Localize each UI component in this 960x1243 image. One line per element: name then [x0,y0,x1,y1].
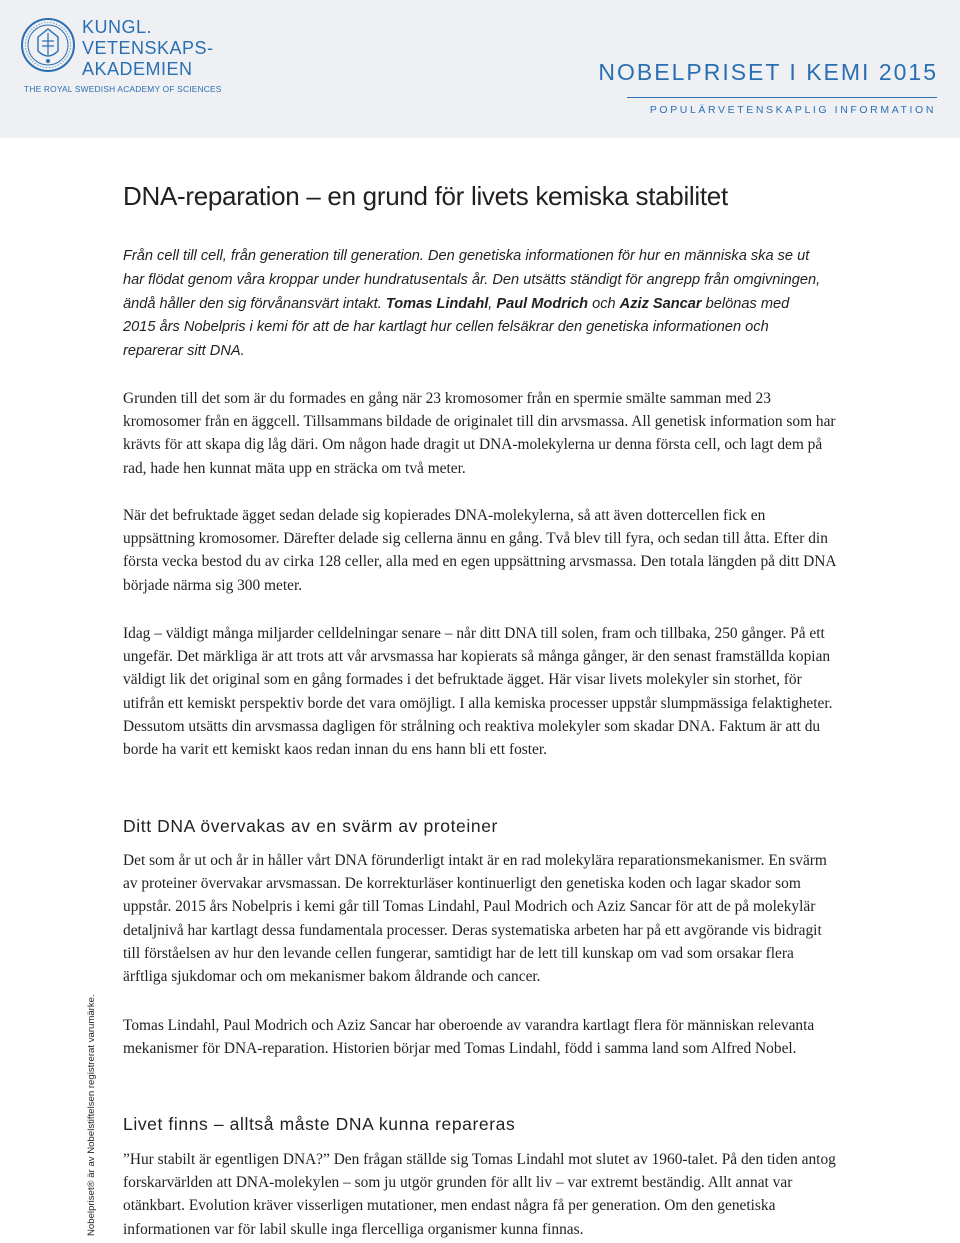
logo-text-line-2: VETENSKAPS- [82,38,214,58]
body-paragraph-2: När det befruktade ägget sedan delade sig kopierades DNA-molekylerna, så att även dottercellen fick en uppsättning kromosomer. Därefter delade sig cellerna ännu en gång. Två blev till fyra, och sedan till åtta. Efter din första vecka bestod du av cirka 128 celler, alla med en egen uppsättning arvsmassa. Den totala längden på ditt DNA började närma sig 300 meter. [123,507,836,594]
section2-paragraph-1: ”Hur stabilt är egentligen DNA?” Den frågan ställde sig Tomas Lindahl mot slutet av 1960-talet. På den tiden antog forskarvärlden att DNA-molekylen – som ju utgör grunden för allt liv – var extremt beständig. Allt annat var otänkbart. Evolution kräver visserligen mutationer, men endast några få per generation. Om den genetiska informationen var för labil skulle inga flercelliga organismer kunna finnas. [123,1151,836,1238]
intro-separator: och [588,295,620,312]
logo-text-line-3: AKADEMIEN [82,59,193,79]
header-divider [627,97,937,98]
prize-subtitle: POPULÄRVETENSKAPLIG INFORMATION [649,104,936,116]
laureate-sancar: Aziz Sancar [619,295,702,312]
intro-tail: belönas med 2015 års Nobelpris i kemi för att de har kartlagt hur cellen felsäkrar den genetiska informationen och reparerar sitt DNA. [123,295,790,360]
prize-title: NOBELPRISET I KEMI 2015 [598,59,938,85]
academy-logo [20,15,220,95]
laureate-modrich: Paul Modrich [496,295,589,312]
intro-separator: , [488,295,497,312]
academy-seal-icon [20,15,76,77]
intro-paragraph [123,245,823,364]
laureate-lindahl: Tomas Lindahl [385,295,489,312]
section1-paragraph-1: Det som år ut och år in håller vårt DNA förunderligt intakt är en rad molekylära reparationsmekanismer. En svärm av proteiner övervakar arvsmassan. De korrekturläser kontinuerligt den genetiska koden och lagar skador som uppstår. 2015 års Nobelpris i kemi går till Tomas Lindahl, Paul Modrich och Aziz Sancar för att de på molekylär detaljnivå har kartlagt dessa fundamentala processer. Deras systematiska arbeten har på ett avgörande vis bidragit till förståelsen av hur den levande cellen fungerar, samtidigt har de lett till kunskap om vad som orsakar flera ärftliga sjukdomar och om mekanismer bakom åldrande och cancer. [123,852,827,986]
body-paragraph-1: Grunden till det som är du formades en gång när 23 kromosomer från en spermie smälte samman med 23 kromosomer från en äggcell. Tillsammans bildade de originalet till din arvsmassa. All genetisk information som har krävts för att skapa dig låg däri. Om någon hade dragit ut DNA-molekylerna ur denna första cell, och lagt dem på rad, hade hen kunnat mäta upp en sträcka om två meter. [123,390,836,477]
section-heading-2: Livet finns – alltså måste DNA kunna repareras [123,1114,516,1134]
section1-paragraph-2: Tomas Lindahl, Paul Modrich och Aziz Sancar har oberoende av varandra kartlagt flera för människan relevanta mekanismer för DNA-reparation. Historien börjar med Tomas Lindahl, född i samma land som Alfred Nobel. [123,1017,815,1058]
intro-lead: Från cell till cell, från generation till generation. Den genetiska informationen för hur en människa ska se ut har flödat genom våra kroppar under hundratusentals år. Den utsätts ständigt för angrepp från omgivningen, ändå håller den sig förvånansvärt intakt. [123,248,821,312]
logo-subtitle: THE ROYAL SWEDISH ACADEMY OF SCIENCES [24,84,222,94]
section-heading-1: Ditt DNA övervakas av en svärm av proteiner [123,816,498,836]
article-title: DNA-reparation – en grund för livets kemiska stabilitet [123,181,728,211]
logo-text-line-1: KUNGL. [82,17,153,37]
trademark-note: Nobelpriset® är av Nobelstiftelsen registrerat varumärke. [86,994,97,1236]
body-paragraph-3: Idag – väldigt många miljarder celldelningar senare – når ditt DNA till solen, fram och tillbaka, 250 gånger. På ett ungefär. Det märkliga är att trots att vår arvsmassa har kopierats så många gånger, är den senast framställda kopian väldigt lik det original som en gång formades i det befruktade ägget. Här visar livets molekyler sin storhet, för utifrån ett kemiskt perspektiv borde det vara omöjligt. I alla kemiska processer uppstår slumpmässiga felaktigheter. Dessutom utsätts din arvsmassa dagligen för strålning och reaktiva molekyler som skadar DNA. Faktum är att du borde ha varit ett kemiskt kaos redan innan du ens hann bli ett foster. [123,625,833,759]
